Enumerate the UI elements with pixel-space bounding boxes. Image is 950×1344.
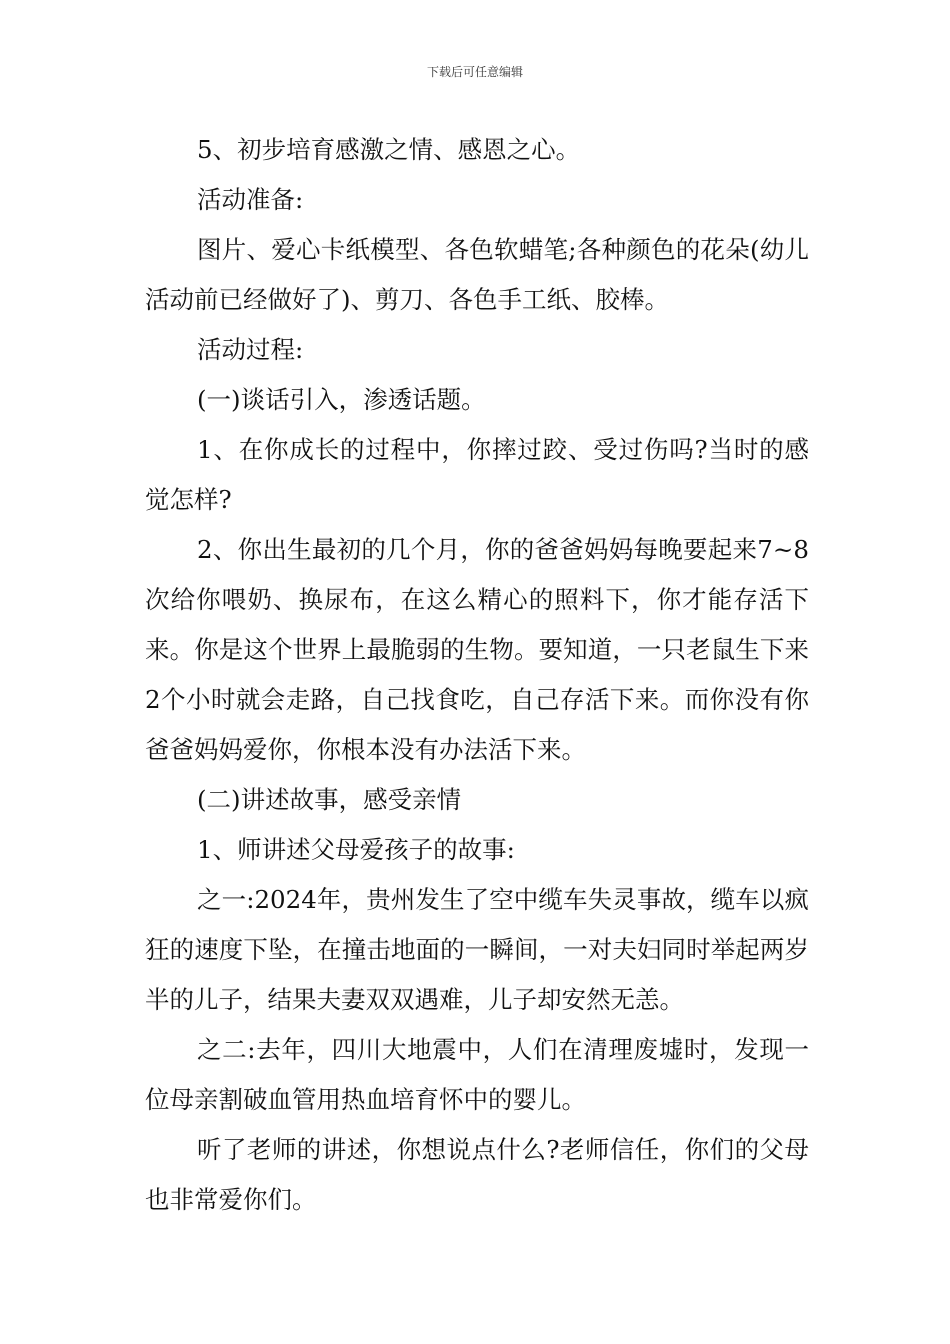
- header-note: 下载后可任意编辑: [426, 65, 523, 79]
- paragraph-preparation-materials: 图片、爱心卡纸模型、各色软蜡笔;各种颜色的花朵(幼儿活动前已经做好了)、剪刀、各色手工纸、胶棒。: [145, 235, 809, 314]
- paragraph-goal-5: 5、初步培育感激之情、感恩之心。: [197, 135, 581, 164]
- paragraph-section-one: (一)谈话引入，渗透话题。: [197, 385, 486, 414]
- paragraph-process-heading: 活动过程:: [197, 335, 304, 364]
- paragraph-story-two: 之二:去年，四川大地震中，人们在清理废墟时，发现一位母亲割破血管用热血培育怀中的婴儿。: [145, 1035, 809, 1114]
- paragraph-section-two: (二)讲述故事，感受亲情: [197, 785, 462, 814]
- paragraph-question-2: 2、你出生最初的几个月，你的爸爸妈妈每晚要起来7~8次给你喂奶、换尿布，在这么精心的照料下，你才能存活下来。你是这个世界上最脆弱的生物。要知道，一只老鼠生下来2个小时就会走路，自己找食吃，自己存活下来。而你没有你爸爸妈妈爱你，你根本没有办法活下来。: [145, 535, 809, 764]
- paragraph-reflection: 听了老师的讲述，你想说点什么?老师信任，你们的父母也非常爱你们。: [145, 1135, 809, 1214]
- document-body: [145, 125, 809, 1225]
- paragraph-question-1: 1、在你成长的过程中，你摔过跤、受过伤吗?当时的感觉怎样?: [145, 435, 809, 514]
- paragraph-story-intro: 1、师讲述父母爱孩子的故事:: [197, 835, 515, 864]
- paragraph-story-one: 之一:2024年，贵州发生了空中缆车失灵事故，缆车以疯狂的速度下坠，在撞击地面的一瞬间，一对夫妇同时举起两岁半的儿子，结果夫妻双双遇难，儿子却安然无恙。: [145, 885, 809, 1014]
- paragraph-preparation-heading: 活动准备:: [197, 185, 304, 214]
